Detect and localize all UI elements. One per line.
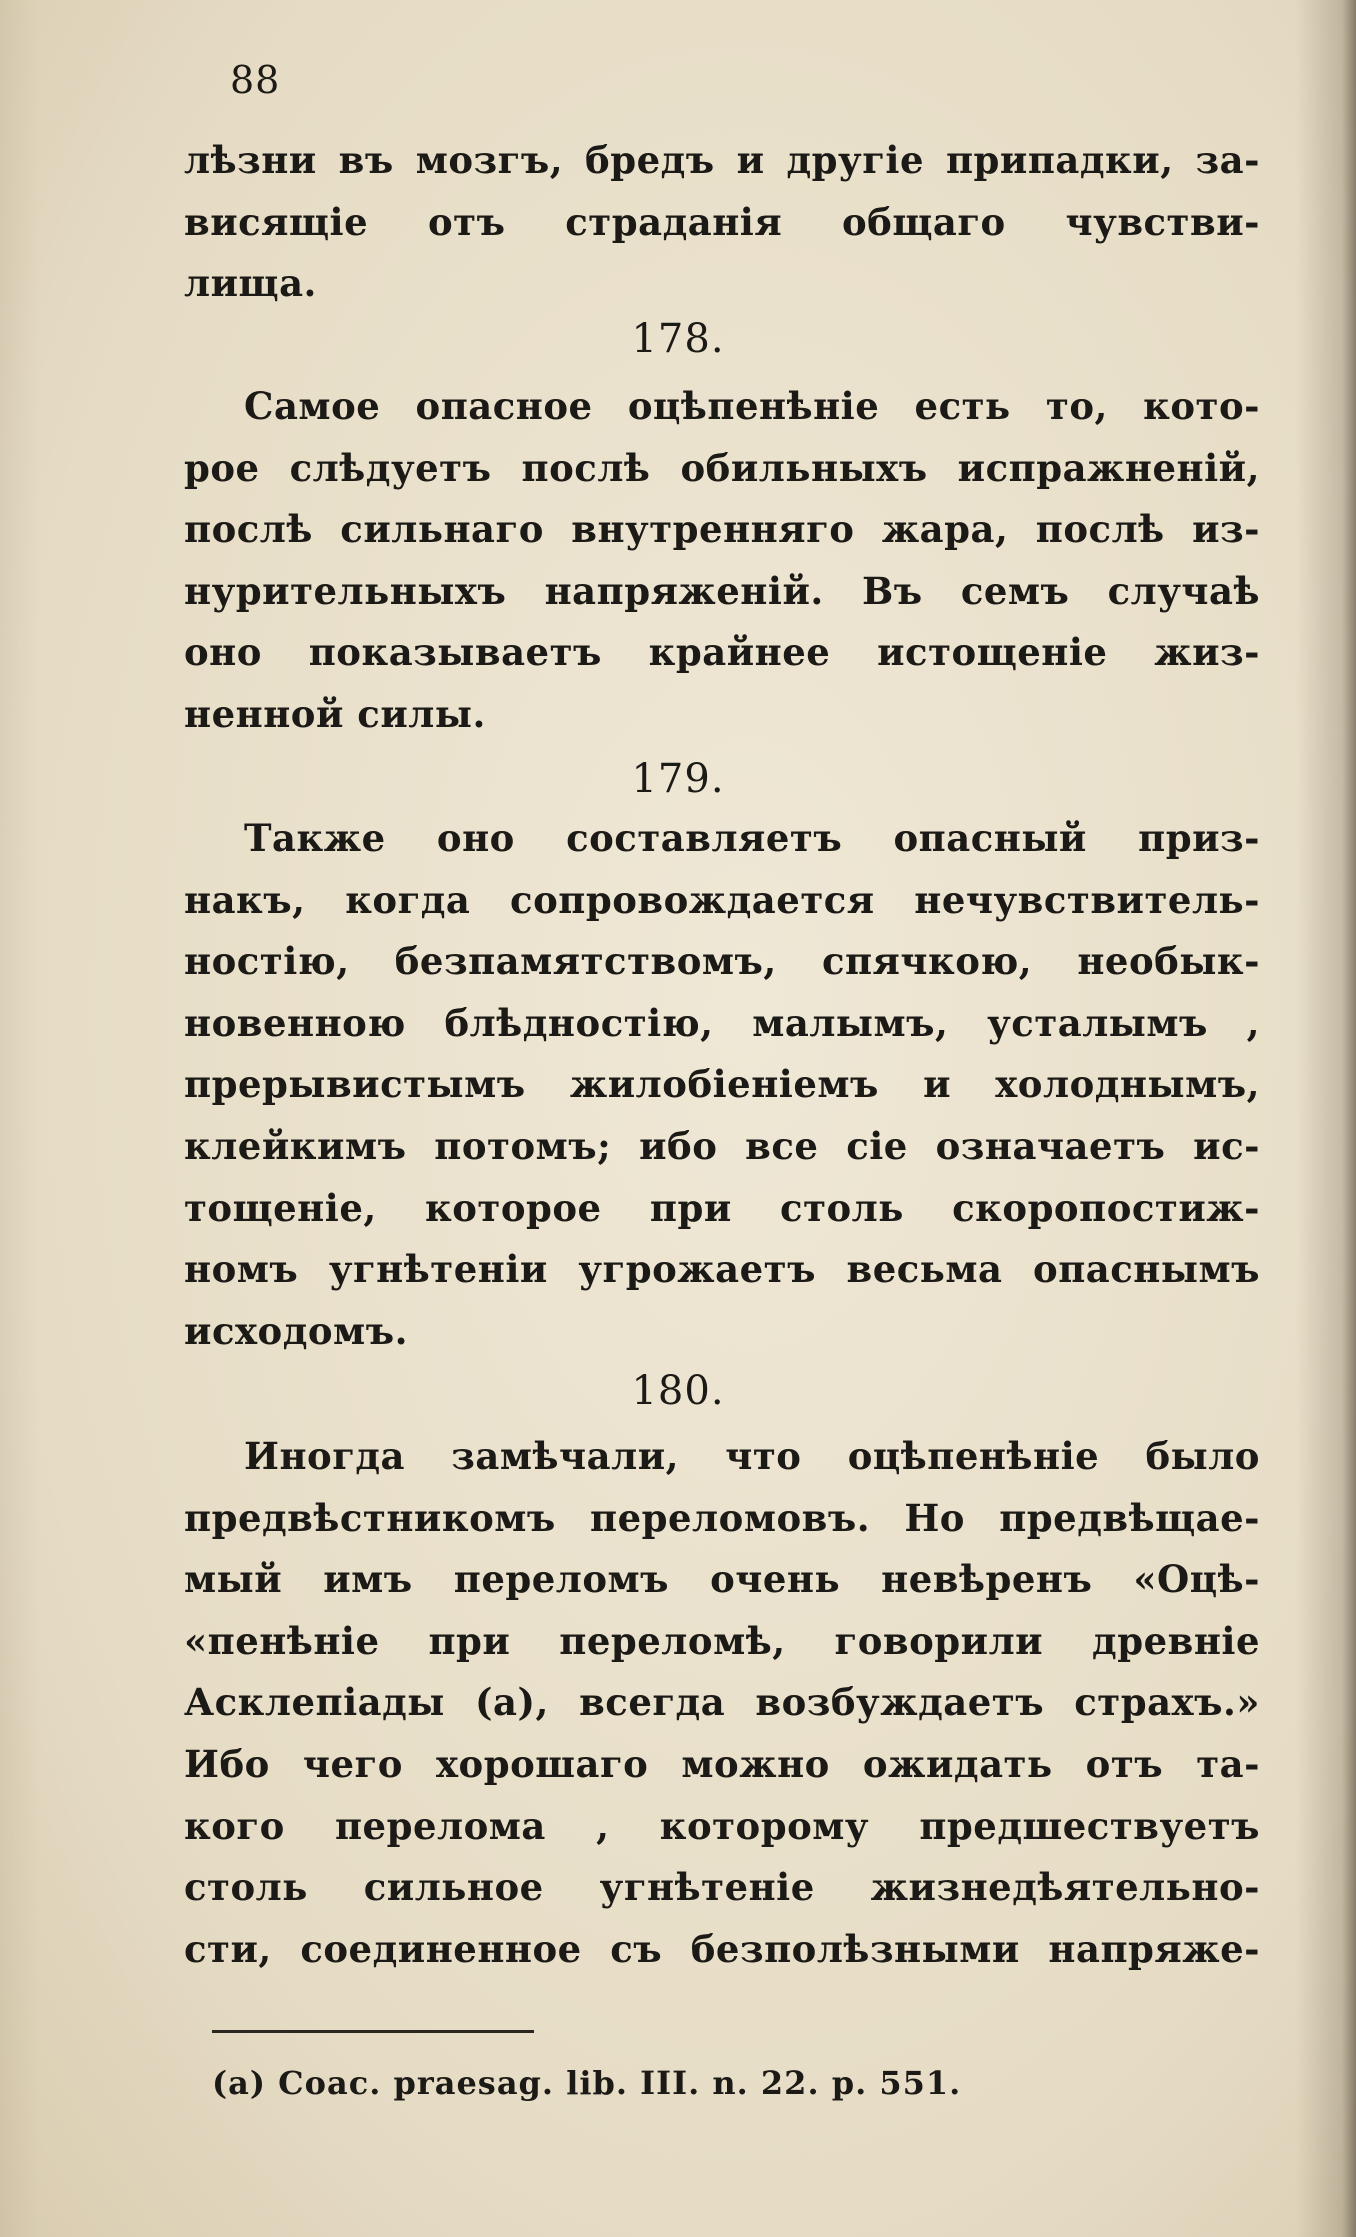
text-line: висящіе отъ страданія общаго чувстви- (184, 199, 1260, 244)
footnote-rule (212, 2030, 534, 2033)
text-line: Также оно составляетъ опасный приз- (244, 816, 1260, 860)
section-number-178: 178. (631, 316, 725, 362)
text-line: Ибо чего хорошаго можно ожидать отъ та- (184, 1741, 1260, 1786)
text-line: Самое опасное оцѣпенѣніе есть то, кото- (244, 384, 1260, 428)
section-180-paragraph (184, 1426, 1260, 1980)
page-number: 88 (230, 58, 281, 102)
section-number-179: 179. (631, 756, 725, 802)
text-line: кого перелома , которому предшествуетъ (184, 1803, 1260, 1848)
text-line: клейкимъ потомъ; ибо все сіе означаетъ ис- (184, 1123, 1260, 1168)
footnote: (а) Coac. praesag. lib. III. n. 22. p. 551. (212, 2064, 962, 2102)
text-line: предвѣстникомъ переломовъ. Но предвѣщае- (184, 1495, 1260, 1540)
section-179-paragraph (184, 808, 1260, 1362)
text-line: тощеніе, которое при столь скоропостиж- (184, 1185, 1260, 1230)
section-178-paragraph (184, 376, 1260, 746)
text-line: Иногда замѣчали, что оцѣпенѣніе было (244, 1434, 1260, 1478)
section-number-180: 180. (631, 1368, 725, 1414)
text-line: исходомъ. (184, 1308, 408, 1353)
text-line: оно показываетъ крайнее истощеніе жиз- (184, 630, 1260, 675)
text-line: прерывистымъ жилобіеніемъ и холоднымъ, (184, 1062, 1260, 1107)
text-line: мый имъ переломъ очень невѣренъ «Оцѣ- (184, 1557, 1260, 1602)
text-line: столь сильное угнѣтеніе жизнедѣятельно- (184, 1865, 1260, 1910)
text-line: лища. (184, 261, 317, 306)
intro-paragraph (184, 130, 1260, 315)
text-line: сти, соединенное съ безполѣзными напряже- (184, 1926, 1260, 1971)
text-line: нурительныхъ напряженій. Въ семъ случаѣ (184, 568, 1260, 613)
text-line: Асклепіады (а), всегда возбуждаетъ страхъ.» (184, 1680, 1260, 1725)
text-line: новенною блѣдностію, малымъ, усталымъ , (184, 1000, 1260, 1045)
text-line: накъ, когда сопровождается нечувствитель- (184, 877, 1260, 922)
text-line: ностію, безпамятствомъ, спячкою, необык- (184, 939, 1260, 984)
text-line: «пенѣніе при переломѣ, говорили древніе (184, 1618, 1260, 1663)
text-line: послѣ сильнаго внутренняго жара, послѣ из- (184, 507, 1260, 552)
text-line: рое слѣдуетъ послѣ обильныхъ испражненій, (184, 445, 1260, 490)
text-line: ненной силы. (184, 691, 486, 736)
text-line: лѣзни въ мозгъ, бредъ и другіе припадки, за- (184, 138, 1260, 182)
text-line: номъ угнѣтеніи угрожаетъ весьма опаснымъ (184, 1247, 1260, 1292)
